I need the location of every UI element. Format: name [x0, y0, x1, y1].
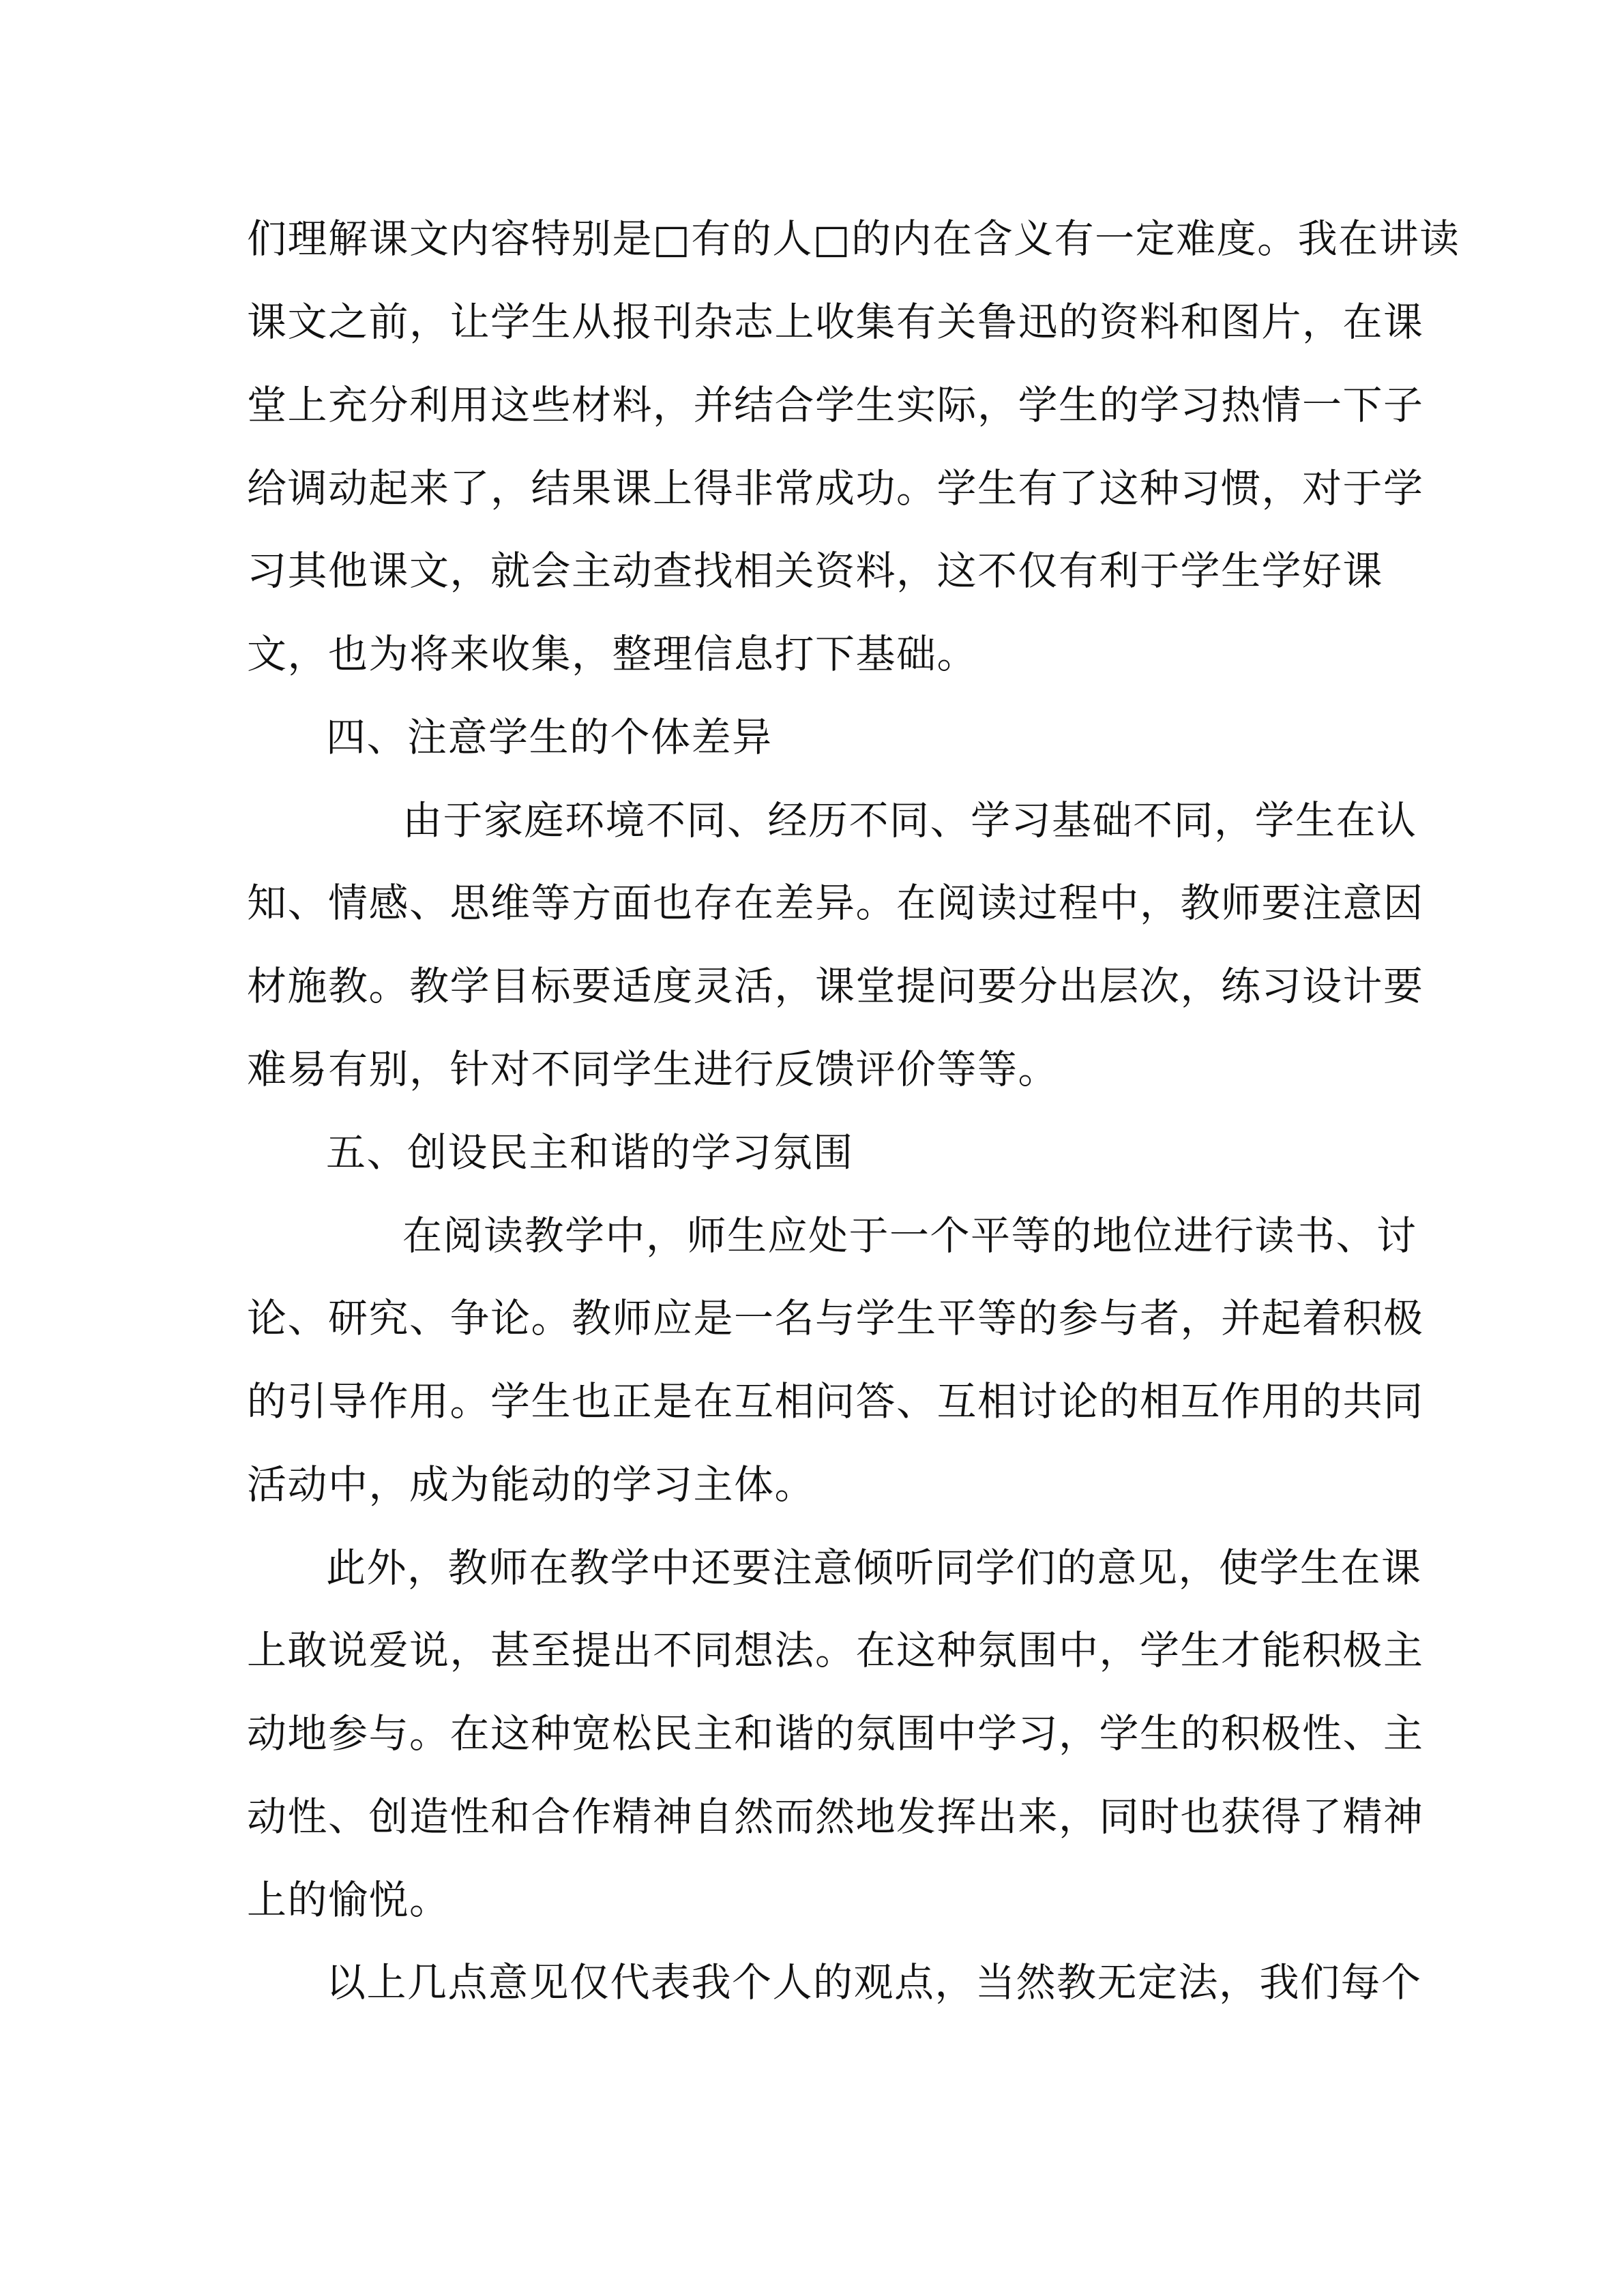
text-line: 习其他课文，就会主动查找相关资料，这不仅有利于学生学好课	[247, 548, 1384, 594]
text-line: 以上几点意见仅代表我个人的观点，当然教无定法，我们每个	[326, 1959, 1422, 2006]
text-line: 知、情感、思维等方面也存在差异。在阅读过程中，教师要注意因	[247, 880, 1424, 926]
section-heading: 四、注意学生的个体差异	[326, 714, 773, 760]
text-line: 在阅读教学中，师生应处于一个平等的地位进行读书、讨	[402, 1212, 1417, 1259]
text-line: 材施教。教学目标要适度灵活，课堂提问要分出层次，练习设计要	[247, 963, 1424, 1009]
text-line: 给调动起来了，结果课上得非常成功。学生有了这种习惯，对于学	[247, 465, 1424, 511]
document-page	[247, 0, 1460, 2296]
text-line: 上的愉悦。	[247, 1877, 450, 1923]
text-line: 动性、创造性和合作精神自然而然地发挥出来，同时也获得了精神	[247, 1793, 1424, 1840]
text-line: 课文之前，让学生从报刊杂志上收集有关鲁迅的资料和图片，在课	[247, 299, 1424, 345]
text-line: 难易有别，针对不同学生进行反馈评价等等。	[247, 1046, 1059, 1092]
section-heading: 五、创设民主和谐的学习氛围	[326, 1129, 854, 1176]
text-line: 由于家庭环境不同、经历不同、学习基础不同，学生在认	[402, 797, 1417, 844]
text-line: 堂上充分利用这些材料，并结合学生实际，学生的学习热情一下子	[247, 382, 1424, 428]
text-line: 们理解课文内容特别是□有的人□的内在含义有一定难度。我在讲读	[247, 215, 1460, 262]
text-line: 文，也为将来收集，整理信息打下基础。	[247, 631, 978, 677]
text-line: 活动中，成为能动的学习主体。	[247, 1461, 816, 1508]
text-line: 的引导作用。学生也正是在互相问答、互相讨论的相互作用的共同	[247, 1378, 1424, 1425]
text-line: 此外，教师在教学中还要注意倾听同学们的意见，使学生在课	[326, 1545, 1422, 1591]
text-line: 动地参与。在这种宽松民主和谐的氛围中学习，学生的积极性、主	[247, 1710, 1424, 1757]
text-line: 上敢说爱说，甚至提出不同想法。在这种氛围中，学生才能积极主	[247, 1627, 1424, 1673]
text-line: 论、研究、争论。教师应是一名与学生平等的参与者，并起着积极	[247, 1295, 1424, 1341]
